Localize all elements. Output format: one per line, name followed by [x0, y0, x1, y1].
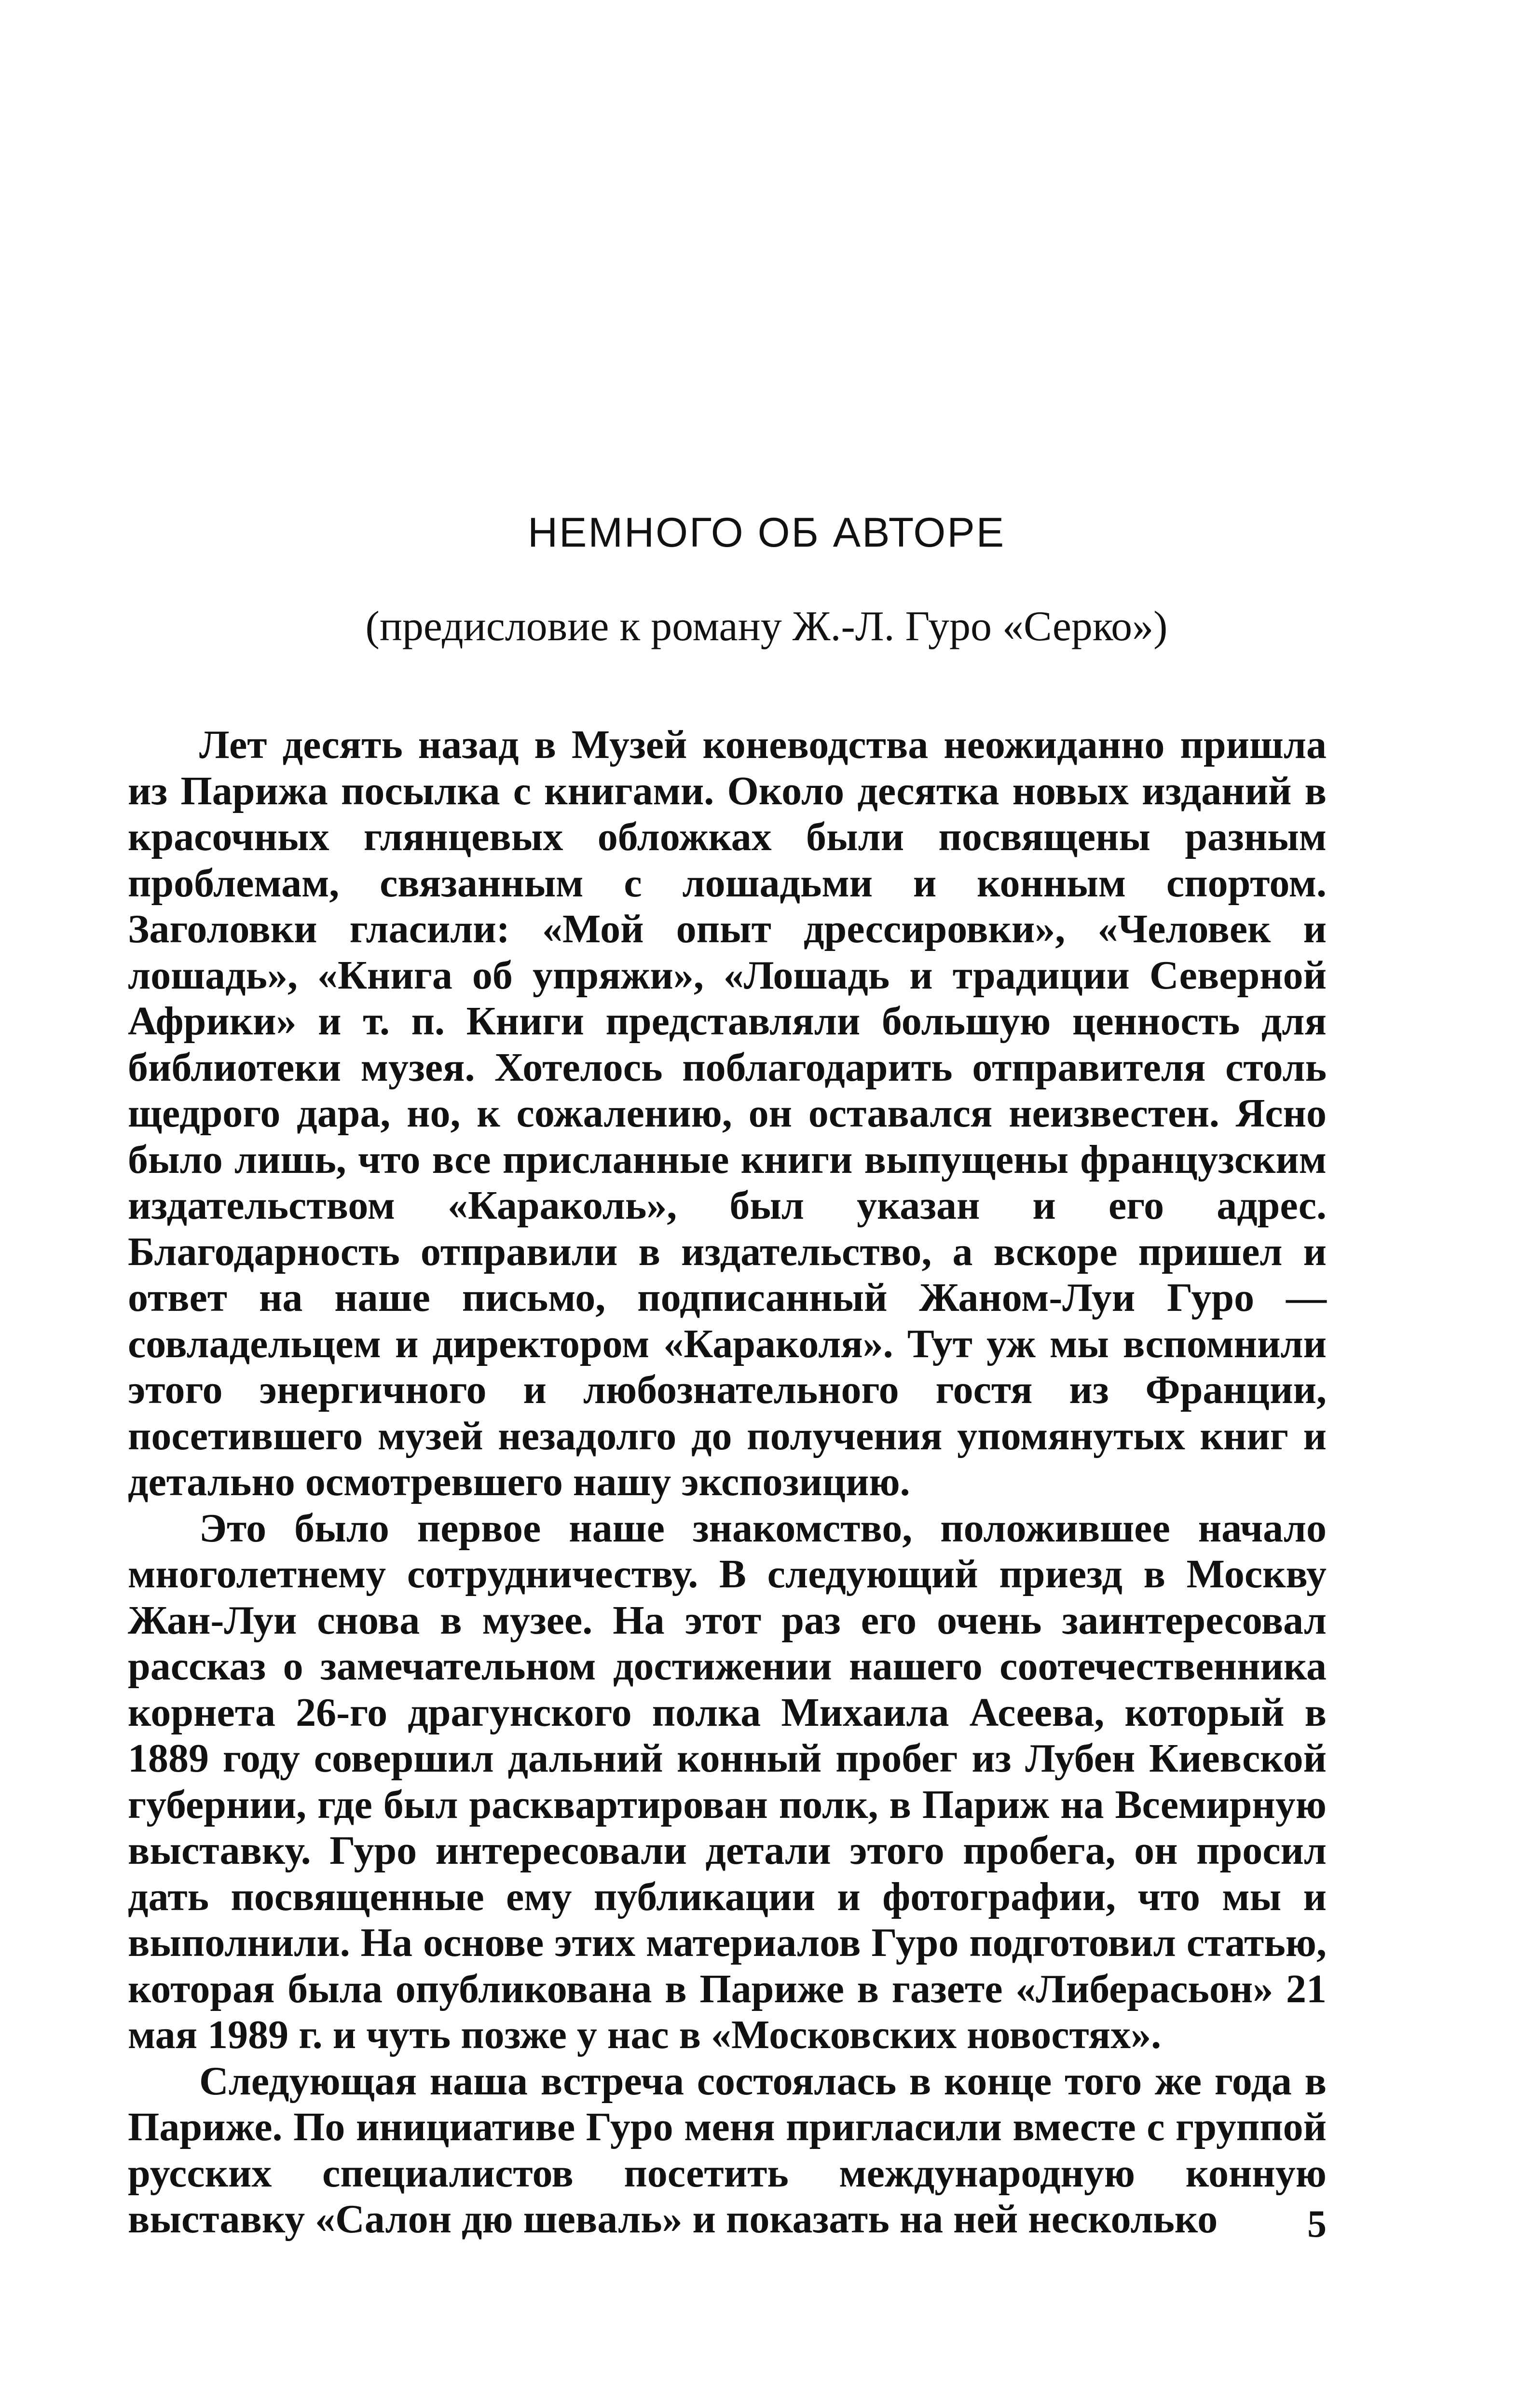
paragraph-1: Лет десять назад в Музей коневодства неожиданно пришла из Парижа посылка с книгами. Около десятка новых изданий в красочных глянцевых обложках были посвящены разным проблемам, связанным с лошадьми и конным спортом. Заголовки гласили: «Мой опыт дрессировки», «Человек и лошадь», «Книга об упряжи», «Лошадь и традиции Северной Африки» и т. п. Книги представляли большую ценность для библиотеки музея. Хотелось поблагодарить отправителя столь щедрого дара, но, к сожалению, он оставался неизвестен. Ясно было лишь, что все присланные книги выпущены французским издательством «Караколь», был указан и его адрес. Благодарность отправили в издательство, а вскоре пришел и ответ на наше письмо, подписанный Жаном-Луи Гуро — совладельцем и директором «Караколя». Тут уж мы вспомнили этого энергичного и любознательного гостя из Франции, посетившего музей незадолго до получения упомянутых книг и детально осмотревшего нашу экспозицию.	[128, 722, 1327, 1504]
page-number: 5	[1307, 2203, 1327, 2245]
paragraph-3: Следующая наша встреча состоялась в конце того же года в Париже. По инициативе Гуро меня пригласили вместе с группой русских специалистов посетить международную конную выставку «Салон дю шеваль» и показать на ней несколько	[128, 2058, 1327, 2242]
chapter-subtitle: (предисловие к роману Ж.-Л. Гуро «Серко»)	[365, 603, 1168, 650]
chapter-title: НЕМНОГО ОБ АВТОРЕ	[527, 509, 1006, 556]
body-text	[128, 722, 1327, 2243]
paragraph-2: Это было первое наше знакомство, положившее начало многолетнему сотрудничеству. В следующий приезд в Москву Жан-Луи снова в музее. На этот раз его очень заинтересовал рассказ о замечательном достижении нашего соотечественника корнета 26-го драгунского полка Михаила Асеева, который в 1889 году совершил дальний конный пробег из Лубен Киевской губернии, где был расквартирован полк, в Париж на Всемирную выставку. Гуро интересовали детали этого пробега, он просил дать посвященные ему публикации и фотографии, что мы и выполнили. На основе этих материалов Гуро подготовил статью, которая была опубликована в Париже в газете «Либерасьон» 21 мая 1989 г. и чуть позже у нас в «Московских новостях».	[128, 1505, 1327, 2057]
